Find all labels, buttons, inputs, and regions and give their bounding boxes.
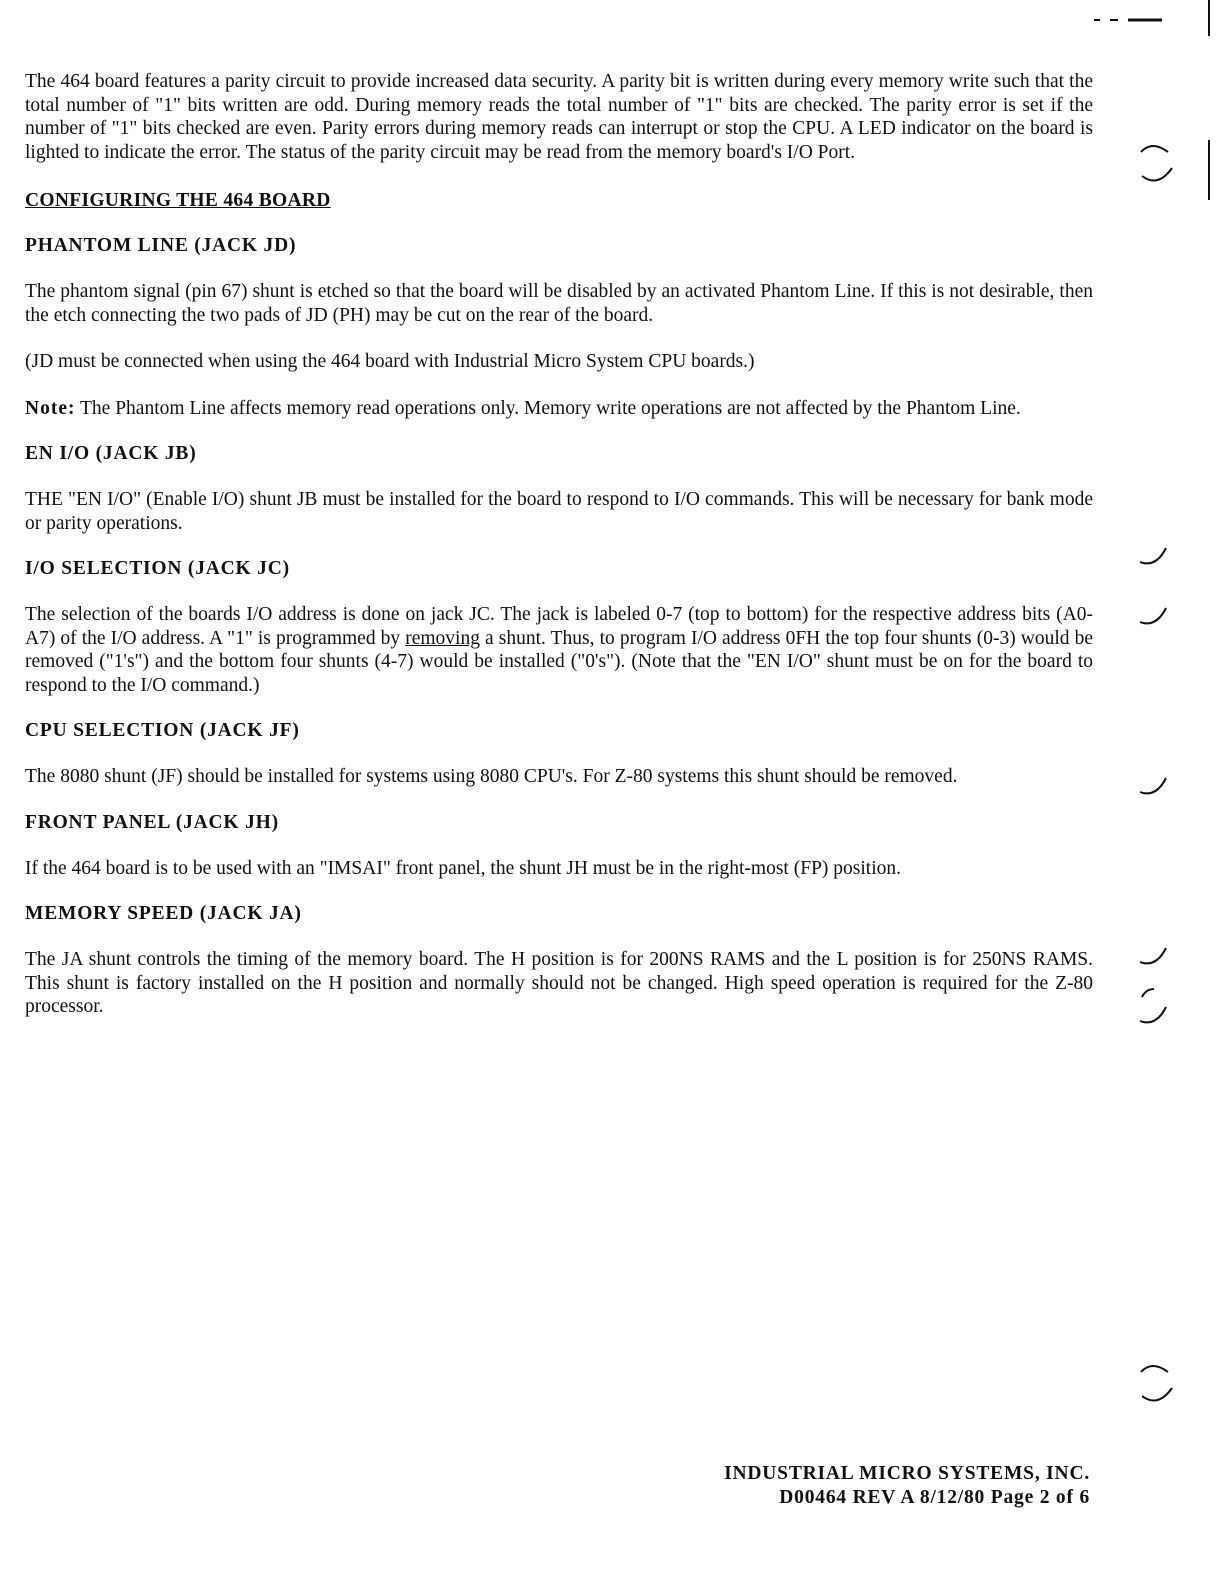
cpu-selection-paragraph: The 8080 shunt (JF) should be installed for systems using 8080 CPU's. For Z-80 systems this shunt should be removed. (25, 766, 958, 787)
io-selection-paragraph (25, 603, 1093, 697)
document-body (25, 70, 1093, 1042)
heading-io-selection: I/O SELECTION (JACK JC) (25, 558, 290, 579)
binder-hole-mark-bottom (1136, 1358, 1186, 1408)
margin-tick-mark (1136, 940, 1176, 970)
note-text: The Phantom Line affects memory read operations only. Memory write operations are not affected by the Phantom Line. (75, 397, 1021, 419)
phantom-paragraph: The phantom signal (pin 67) shunt is etched so that the board will be disabled by an activated Phantom Line. If this is not desirable, then the etch connecting the two pads of JD (PH) may be cut on the rear of the board. (25, 281, 1093, 326)
binder-hole-mark-top (1136, 138, 1186, 188)
memory-speed-paragraph: The JA shunt controls the timing of the memory board. The H position is for 200NS RAMS and the L position is for 250NS RAMS. This shunt is factory installed on the H position and normally should not be changed. High speed operation is required for the Z-80 processor. (25, 949, 1093, 1017)
page-footer (640, 1462, 1090, 1510)
heading-front-panel: FRONT PANEL (JACK JH) (25, 811, 279, 833)
footer-company: INDUSTRIAL MICRO SYSTEMS, INC. (724, 1463, 1090, 1484)
margin-tick-mark (1136, 600, 1176, 630)
heading-en-io: EN I/O (JACK JB) (25, 443, 197, 464)
en-io-paragraph: THE "EN I/O" (Enable I/O) shunt JB must be installed for the board to respond to I/O commands. This will be necessary for bank mode or parity operations. (25, 489, 1093, 534)
intro-paragraph: The 464 board features a parity circuit to provide increased data security. A parity bit is written during every memory write such that the total number of "1" bits written are odd. During memory reads the total number of "1" bits are checked. The parity error is set if the number of "1" bits checked are even. Parity errors during memory reads can interrupt or stop the CPU. A LED indicator on the board is lighted to indicate the error. The status of the parity circuit may be read from the memory board's I/O Port. (25, 71, 1093, 163)
heading-memory-speed: MEMORY SPEED (JACK JA) (25, 903, 302, 924)
heading-phantom-line: PHANTOM LINE (JACK JD) (25, 235, 297, 256)
edge-line (1200, 0, 1218, 220)
top-dash-mark (1090, 12, 1170, 26)
io-selection-emphasis: removing (405, 627, 480, 649)
margin-tick-mark (1136, 770, 1176, 800)
heading-cpu-selection: CPU SELECTION (JACK JF) (25, 720, 300, 741)
phantom-note (25, 397, 1093, 421)
margin-tick-mark (1136, 540, 1176, 570)
section-title: CONFIGURING THE 464 BOARD (25, 190, 331, 211)
io-selection-text-1: The selection of the boards I/O address is done on jack JC. The jack is labeled 0-7 (top to bottom) for the respective address bits (A0-A7) of the I/O address. A "1" is programmed by (25, 604, 1093, 649)
front-panel-paragraph: If the 464 board is to be used with an "IMSAI" front panel, the shunt JH must be in the right-most (FP) position. (25, 857, 901, 879)
phantom-jd-paragraph: (JD must be connected when using the 464 board with Industrial Micro System CPU boards.) (25, 351, 755, 372)
margin-tick-mark (1136, 985, 1176, 1030)
footer-doc-ref: D00464 REV A 8/12/80 Page 2 of 6 (779, 1487, 1090, 1508)
note-label: Note: (25, 397, 76, 419)
io-selection-text-2: a shunt. Thus, to program I/O address 0FH the top four shunts (0-3) would be removed ("1's") and the bottom four shunts (4-7) would be installed ("0's"). (Note that the "EN I/O" shunt must be on for the board to respond to the I/O command.) (25, 627, 1093, 696)
